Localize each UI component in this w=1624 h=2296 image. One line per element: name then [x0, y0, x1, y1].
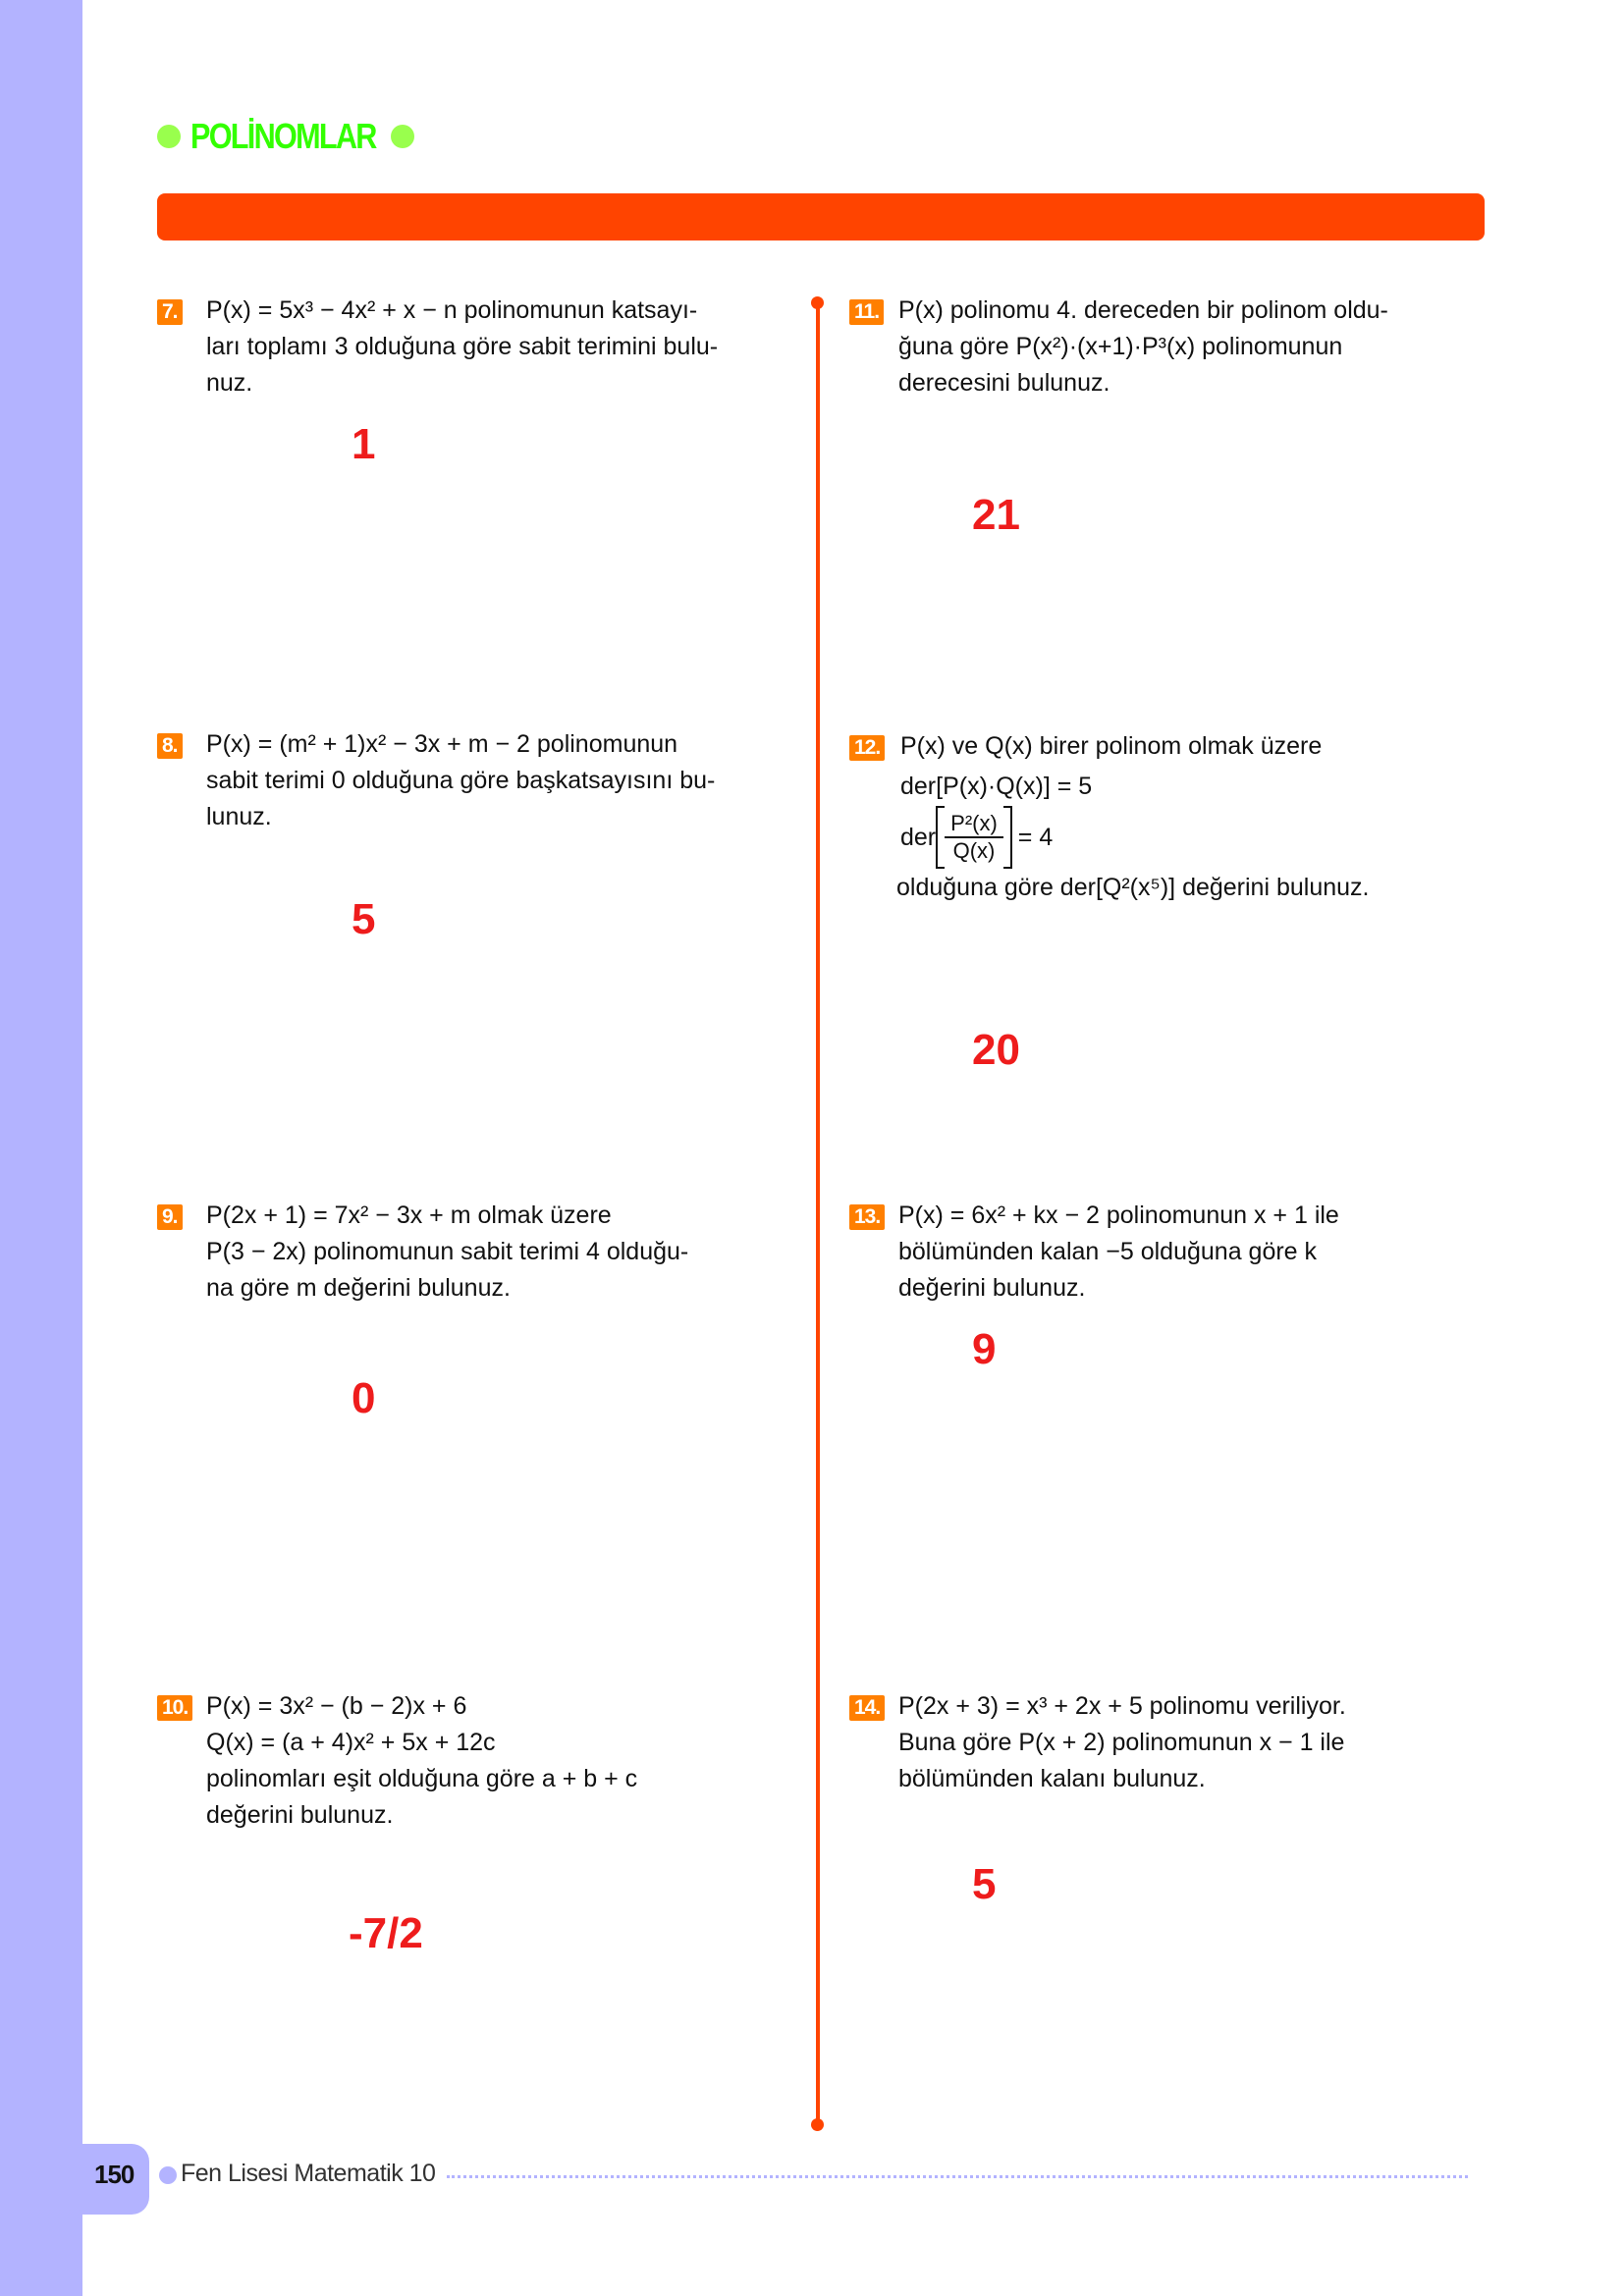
question-text-line: P(x) = 6x² + kx − 2 polinomunun x + 1 ile [898, 1201, 1339, 1229]
question-number-badge: 10. [157, 1695, 192, 1721]
question-text-line: P(2x + 1) = 7x² − 3x + m olmak üzere [206, 1201, 612, 1229]
question-text-line: na göre m değerini bulunuz. [206, 1274, 511, 1302]
question-text-line: olduğuna göre der[Q²(x⁵)] değerini bulunuz. [896, 874, 1370, 901]
fraction-numerator: P²(x) [945, 811, 1003, 838]
question-text-line: P(x) = 5x³ − 4x² + x − n polinomunun katsayı- [206, 296, 698, 324]
left-bracket [936, 806, 945, 869]
question-text-line: Buna göre P(x + 2) polinomunun x − 1 ile [898, 1729, 1345, 1756]
question-9 [157, 1198, 795, 1307]
footer-dotted-rule [447, 2175, 1468, 2178]
answer-8: 5 [352, 895, 376, 943]
answer-14: 5 [972, 1860, 997, 1908]
answer-7: 1 [352, 420, 376, 468]
book-title: Fen Lisesi Matematik 10 [181, 2160, 436, 2187]
question-13 [849, 1198, 1488, 1307]
question-text-line: bölümünden kalanı bulunuz. [898, 1765, 1206, 1792]
answer-13: 9 [972, 1325, 997, 1373]
question-12 [849, 728, 1488, 906]
page-number: 150 [94, 2160, 135, 2189]
bullet-dot-icon [391, 125, 414, 148]
fraction [945, 811, 1003, 864]
section-title [157, 116, 414, 157]
bullet-dot-icon [157, 125, 181, 148]
section-title-text: POLİNOMLAR [190, 116, 376, 156]
answer-9: 0 [352, 1374, 376, 1422]
column-divider [816, 302, 820, 2124]
question-text-line: değerini bulunuz. [898, 1274, 1086, 1302]
question-text-line: Q(x) = (a + 4)x² + 5x + 12c [206, 1729, 496, 1756]
question-number-badge: 9. [157, 1204, 183, 1230]
question-text-line: P(3 − 2x) polinomunun sabit terimi 4 olduğu- [206, 1238, 689, 1265]
footer-bullet-icon [159, 2166, 177, 2184]
question-number-badge: 11. [849, 299, 884, 325]
question-number-badge: 7. [157, 299, 183, 325]
answer-11: 21 [972, 491, 1020, 539]
left-margin-band [0, 0, 82, 2296]
question-text-line: sabit terimi 0 olduğuna göre başkatsayısını bu- [206, 767, 716, 794]
section-banner [157, 193, 1485, 240]
question-text-line: nuz. [206, 369, 253, 397]
question-7 [157, 293, 795, 401]
right-bracket [1003, 806, 1012, 869]
question-text-line: ları toplamı 3 olduğuna göre sabit terimini bulu- [206, 333, 719, 360]
divider-bottom-cap-icon [811, 2118, 824, 2131]
question-number-badge: 8. [157, 733, 183, 759]
question-text-line: lunuz. [206, 803, 272, 830]
question-8 [157, 726, 795, 835]
der-prefix: der [900, 823, 937, 851]
question-text-line: der[P(x)·Q(x)] = 5 [900, 773, 1093, 800]
question-text-line: bölümünden kalan −5 olduğuna göre k [898, 1238, 1318, 1265]
answer-12: 20 [972, 1026, 1020, 1074]
question-11 [849, 293, 1488, 401]
question-14 [849, 1688, 1488, 1797]
fraction-result: = 4 [1017, 823, 1054, 851]
question-number-badge: 13. [849, 1204, 885, 1230]
question-text-line: P(2x + 3) = x³ + 2x + 5 polinomu veriliyor. [898, 1692, 1346, 1720]
question-10 [157, 1688, 795, 1834]
question-text-line: P(x) polinomu 4. dereceden bir polinom oldu- [898, 296, 1388, 324]
question-text-line: P(x) ve Q(x) birer polinom olmak üzere [900, 732, 1323, 760]
question-text-line: polinomları eşit olduğuna göre a + b + c [206, 1765, 638, 1792]
fraction-expression [900, 805, 1488, 870]
question-text-line: ğuna göre P(x²)·(x+1)·P³(x) polinomunun [898, 333, 1343, 360]
question-number-badge: 12. [849, 735, 885, 761]
fraction-denominator: Q(x) [952, 838, 996, 863]
question-text-line: değerini bulunuz. [206, 1801, 394, 1829]
question-text-line: P(x) = (m² + 1)x² − 3x + m − 2 polinomunun [206, 730, 678, 758]
question-text-line: derecesini bulunuz. [898, 369, 1110, 397]
divider-top-cap-icon [811, 296, 824, 309]
question-text-line: P(x) = 3x² − (b − 2)x + 6 [206, 1692, 467, 1720]
answer-10: -7/2 [349, 1909, 423, 1957]
question-number-badge: 14. [849, 1695, 885, 1721]
